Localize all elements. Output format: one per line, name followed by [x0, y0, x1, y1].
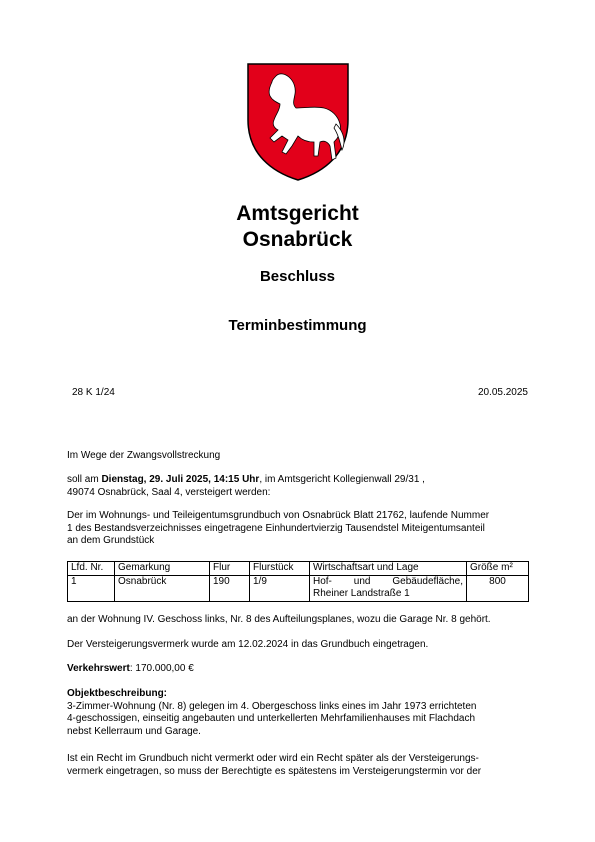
lower-saxony-horse-icon [246, 62, 350, 182]
court-name: Amtsgericht [236, 202, 359, 225]
cell-wirtschaftsart: Hof- und Gebäudefläche, Rheiner Landstraße 1 [310, 575, 467, 601]
table-row [68, 575, 529, 601]
court-location: Osnabrück [242, 228, 353, 251]
cell-lfd: 1 [68, 575, 115, 601]
document-subtitle: Terminbestimmung [228, 317, 367, 334]
object-description: Objektbeschreibung: 3-Zimmer-Wohnung (Nr. 8) gelegen im 4. Obergeschoss links eines im Jahr 1973 errichteten 4-geschossigen, einseitig angebauten und unterkellerten Mehrfamilienhauses mit Flachdach nebst Kellerraum und Garage. [67, 688, 477, 737]
auction-date: Dienstag, 29. Juli 2025, 14:15 Uhr [101, 474, 260, 485]
market-value: : 170.000,00 € [129, 663, 194, 674]
column-header: Flurstück [250, 562, 310, 576]
column-header: Gemarkung [115, 562, 210, 576]
registration-paragraph: Der Versteigerungsvermerk wurde am 12.02.2024 in das Grundbuch eingetragen. [67, 639, 429, 650]
column-header: Lfd. Nr. [68, 562, 115, 576]
case-number: 28 K 1/24 [72, 387, 115, 398]
property-paragraph: Der im Wohnungs- und Teileigentumsgrundbuch von Osnabrück Blatt 21762, laufende Nummer 1 des Bestandsverzeichnisses eingetragene Einhundertvierzig Tausendstel Miteigentumsanteil an dem Grundstück [67, 510, 490, 546]
cell-gemarkung: Osnabrück [115, 575, 210, 601]
intro-paragraph: Im Wege der Zwangsvollstreckung [67, 450, 221, 461]
column-header: Größe m² [467, 562, 529, 576]
table-header-row [68, 562, 529, 576]
cell-flurstueck: 1/9 [250, 575, 310, 601]
document-type: Beschluss [259, 268, 336, 285]
market-value-paragraph [67, 663, 529, 676]
column-header: Wirtschaftsart und Lage [310, 562, 467, 576]
property-table [67, 561, 529, 602]
auction-paragraph: soll am Dienstag, 29. Juli 2025, 14:15 Uhr, im Amtsgericht Kollegienwall 29/31 , 49074 Osnabrück, Saal 4, versteigert werden: [67, 474, 425, 498]
column-header: Flur [210, 562, 250, 576]
cell-size: 800 [467, 575, 529, 601]
cell-flur: 190 [210, 575, 250, 601]
rights-paragraph: Ist ein Recht im Grundbuch nicht vermerkt oder wird ein Recht später als der Versteigerungs- vermerk eingetragen, so muss der Berechtigte es spätestens im Versteigerungstermin vor der [67, 753, 482, 777]
object-description-title: Objektbeschreibung: [67, 688, 168, 699]
market-value-label: Verkehrswert [67, 663, 130, 674]
after-table-paragraph: an der Wohnung IV. Geschoss links, Nr. 8 des Aufteilungsplanes, wozu die Garage Nr. 8 gehört. [67, 614, 491, 625]
document-date: 20.05.2025 [477, 387, 528, 398]
